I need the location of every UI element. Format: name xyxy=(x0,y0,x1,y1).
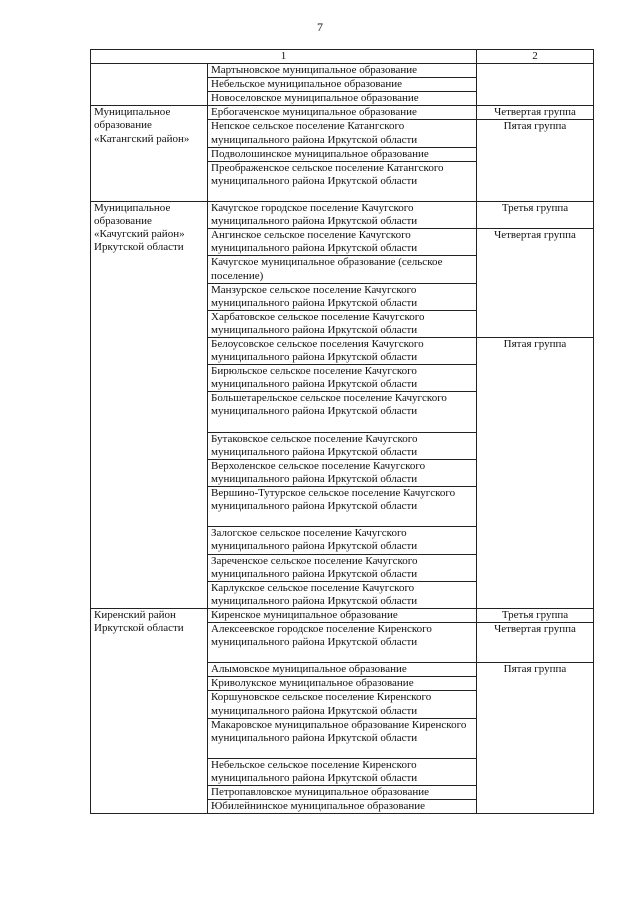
group-cell: Третья группа xyxy=(477,608,594,622)
page-number: 7 xyxy=(317,20,323,34)
formation-name-cell: Большетарельское сельское поселение Качугского муниципального района Иркутской области xyxy=(208,392,477,432)
table-row xyxy=(91,608,594,622)
group-cell: Четвертая группа xyxy=(477,622,594,662)
formation-name-cell: Ербогаченское муниципальное образование xyxy=(208,106,477,120)
formation-name-cell: Подволошинское муниципальное образование xyxy=(208,147,477,161)
group-cell: Четвертая группа xyxy=(477,229,594,338)
formation-name-cell: Белоусовское сельское поселения Качугского муниципального района Иркутской области xyxy=(208,337,477,364)
formation-name-cell: Вершино-Тутурское сельское поселение Качугского муниципального района Иркутской области xyxy=(208,487,477,527)
district-cell xyxy=(91,64,208,106)
header-col-2: 2 xyxy=(477,50,594,64)
group-cell: Пятая группа xyxy=(477,663,594,814)
municipal-groups-table xyxy=(90,49,594,814)
group-cell: Пятая группа xyxy=(477,120,594,202)
formation-name-cell: Алексеевское городское поселение Киренского муниципального района Иркутской области xyxy=(208,622,477,662)
formation-name-cell: Алымовское муниципальное образование xyxy=(208,663,477,677)
group-cell: Третья группа xyxy=(477,202,594,229)
group-cell: Четвертая группа xyxy=(477,106,594,120)
formation-name-cell: Ангинское сельское поселение Качугского муниципального района Иркутской области xyxy=(208,229,477,256)
formation-name-cell: Небельское муниципальное образование xyxy=(208,78,477,92)
formation-name-cell: Коршуновское сельское поселение Киренского муниципального района Иркутской области xyxy=(208,691,477,718)
formation-name-cell: Верхоленское сельское поселение Качугского муниципального района Иркутской области xyxy=(208,459,477,486)
district-cell: Киренский район Иркутской области xyxy=(91,608,208,813)
group-cell xyxy=(477,64,594,106)
table-row xyxy=(91,64,594,78)
formation-name-cell: Макаровское муниципальное образование Киренского муниципального района Иркутской области xyxy=(208,718,477,758)
formation-name-cell: Петропавловское муниципальное образование xyxy=(208,786,477,800)
formation-name-cell: Бирюльское сельское поселение Качугского муниципального района Иркутской области xyxy=(208,365,477,392)
district-cell: Муниципальное образование «Качугский район» Иркутской области xyxy=(91,202,208,609)
table-row xyxy=(91,202,594,229)
formation-name-cell: Качугское муниципальное образование (сельское поселение) xyxy=(208,256,477,283)
formation-name-cell: Бутаковское сельское поселение Качугского муниципального района Иркутской области xyxy=(208,432,477,459)
formation-name-cell: Зареченское сельское поселение Качугского муниципального района Иркутской области xyxy=(208,554,477,581)
formation-name-cell: Новоселовское муниципальное образование xyxy=(208,92,477,106)
formation-name-cell: Харбатовское сельское поселение Качугского муниципального района Иркутской области xyxy=(208,310,477,337)
formation-name-cell: Карлукское сельское поселение Качугского муниципального района Иркутской области xyxy=(208,581,477,608)
formation-name-cell: Киренское муниципальное образование xyxy=(208,608,477,622)
formation-name-cell: Мартыновское муниципальное образование xyxy=(208,64,477,78)
formation-name-cell: Залогское сельское поселение Качугского муниципального района Иркутской области xyxy=(208,527,477,554)
table-body xyxy=(91,64,594,814)
formation-name-cell: Юбилейнинское муниципальное образование xyxy=(208,800,477,814)
table-row xyxy=(91,106,594,120)
group-cell: Пятая группа xyxy=(477,337,594,608)
formation-name-cell: Качугское городское поселение Качугского муниципального района Иркутской области xyxy=(208,202,477,229)
district-cell: Муниципальное образование «Катангский район» xyxy=(91,106,208,202)
header-row xyxy=(91,50,594,64)
formation-name-cell: Непское сельское поселение Катангского муниципального района Иркутской области xyxy=(208,120,477,147)
formation-name-cell: Манзурское сельское поселение Качугского муниципального района Иркутской области xyxy=(208,283,477,310)
formation-name-cell: Криволукское муниципальное образование xyxy=(208,677,477,691)
header-col-1: 1 xyxy=(91,50,477,64)
formation-name-cell: Преображенское сельское поселение Катангского муниципального района Иркутской области xyxy=(208,161,477,201)
formation-name-cell: Небельское сельское поселение Киренского муниципального района Иркутской области xyxy=(208,758,477,785)
